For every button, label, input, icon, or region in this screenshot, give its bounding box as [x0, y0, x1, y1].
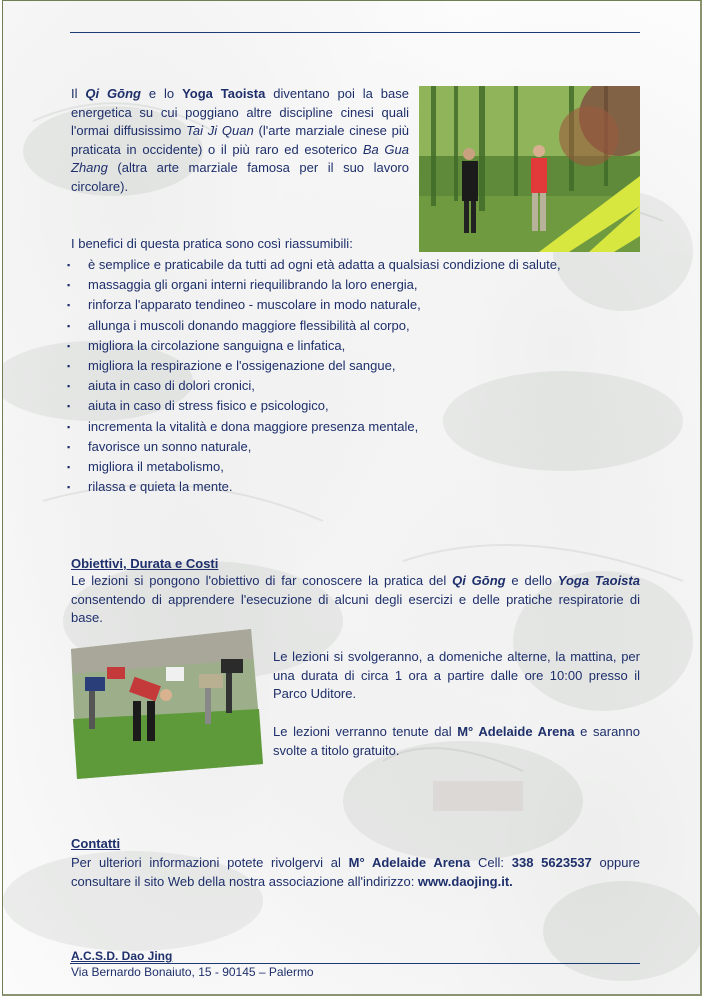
- yoga-taoista-term: Yoga Taoista: [557, 573, 640, 588]
- contacts-paragraph: Per ulteriori informazioni potete rivolgervi al M° Adelaide Arena Cell: 338 5623537 oppure consultare il sito Web della nostra associazione all'indirizzo: www.daojing.it.: [71, 855, 640, 889]
- qigong-term: Qi Gōng: [85, 86, 141, 101]
- top-rule: [70, 32, 640, 33]
- page: [2, 0, 702, 996]
- taiji-term: Tai Ji Quan: [186, 123, 254, 138]
- bullet-icon: ▪: [67, 401, 71, 412]
- list-item: ▪ rilassa e quieta la mente.: [67, 477, 637, 497]
- benefits-intro: I benefici di questa pratica sono così riassumibili:: [71, 236, 353, 251]
- yoga-taoista-term: Yoga Taoista: [182, 86, 266, 101]
- list-item: ▪ favorisce un sonno naturale,: [67, 437, 637, 457]
- bullet-icon: ▪: [67, 320, 71, 331]
- list-item: ▪ rinforza l'apparato tendineo - muscolare in modo naturale,: [67, 295, 637, 315]
- group-practice-photo: [71, 629, 263, 779]
- bullet-icon: ▪: [67, 360, 71, 371]
- list-item: ▪ è semplice e praticabile da tutti ad ogni età adatta a qualsiasi condizione di salute,: [67, 255, 637, 275]
- master-name: M° Adelaide Arena: [348, 855, 471, 870]
- bullet-icon: ▪: [67, 280, 71, 291]
- bullet-icon: ▪: [67, 441, 71, 452]
- lessons-teacher-paragraph: Le lezioni verranno tenute dal M° Adelaide Arena e saranno svolte a titolo gratuito.: [273, 724, 640, 758]
- lessons-schedule-paragraph: Le lezioni si svolgeranno, a domeniche alterne, la mattina, per una durata di circa 1 ora a partire dalle ore 10:00 presso il Parco Uditore.: [273, 649, 640, 701]
- list-item: ▪ migliora la respirazione e l'ossigenazione del sangue,: [67, 356, 637, 376]
- intro-paragraph: Il Qi Gōng e lo Yoga Taoista diventano poi la base energetica su cui poggiano altre discipline cinesi quali l'ormai diffusissimo Tai Ji Quan (l'arte marziale cinese più praticata in occidente) o il più raro ed esoterico Ba Gua Zhang (altra arte marziale famosa per il suo lavoro circolare).: [71, 86, 410, 194]
- website-link[interactable]: www.daojing.it.: [417, 874, 513, 889]
- footer-address: Via Bernardo Bonaiuto, 15 - 90145 – Palermo: [71, 965, 314, 979]
- bagua-term: Ba Gua Zhang: [71, 141, 409, 175]
- bullet-icon: ▪: [67, 482, 71, 493]
- footer-rule: [70, 963, 640, 964]
- objectives-heading: Obiettivi, Durata e Costi: [71, 556, 219, 571]
- master-name: M° Adelaide Arena: [457, 724, 575, 739]
- contacts-heading: Contatti: [71, 836, 121, 851]
- list-item: ▪ aiuta in caso di stress fisico e psicologico,: [67, 396, 637, 416]
- bullet-icon: ▪: [67, 421, 71, 432]
- footer-association-name: A.C.S.D. Dao Jing: [71, 949, 173, 963]
- list-item: ▪ incrementa la vitalità e dona maggiore presenza mentale,: [67, 417, 637, 437]
- bullet-icon: ▪: [67, 340, 71, 351]
- benefits-list: [67, 255, 637, 497]
- qigong-term: Qi Gōng: [452, 573, 506, 588]
- bullet-icon: ▪: [67, 260, 71, 270]
- bullet-icon: ▪: [67, 381, 71, 392]
- garden-photo: [419, 86, 640, 252]
- list-item: ▪ allunga i muscoli donando maggiore flessibilità al corpo,: [67, 316, 637, 336]
- objectives-paragraph: Le lezioni si pongono l'obiettivo di far conoscere la pratica del Qi Gōng e dello Yoga Taoista consentendo di apprendere l'esecuzione di alcuni degli esercizi e delle pratiche respiratorie di base.: [71, 573, 640, 625]
- list-item: ▪ migliora il metabolismo,: [67, 457, 637, 477]
- bullet-icon: ▪: [67, 300, 71, 311]
- list-item: ▪ migliora la circolazione sanguigna e linfatica,: [67, 336, 637, 356]
- phone-number: 338 5623537: [511, 855, 592, 870]
- list-item: ▪ massaggia gli organi interni riequilibrando la loro energia,: [67, 275, 637, 295]
- list-item: ▪ aiuta in caso di dolori cronici,: [67, 376, 637, 396]
- bullet-icon: ▪: [67, 461, 71, 472]
